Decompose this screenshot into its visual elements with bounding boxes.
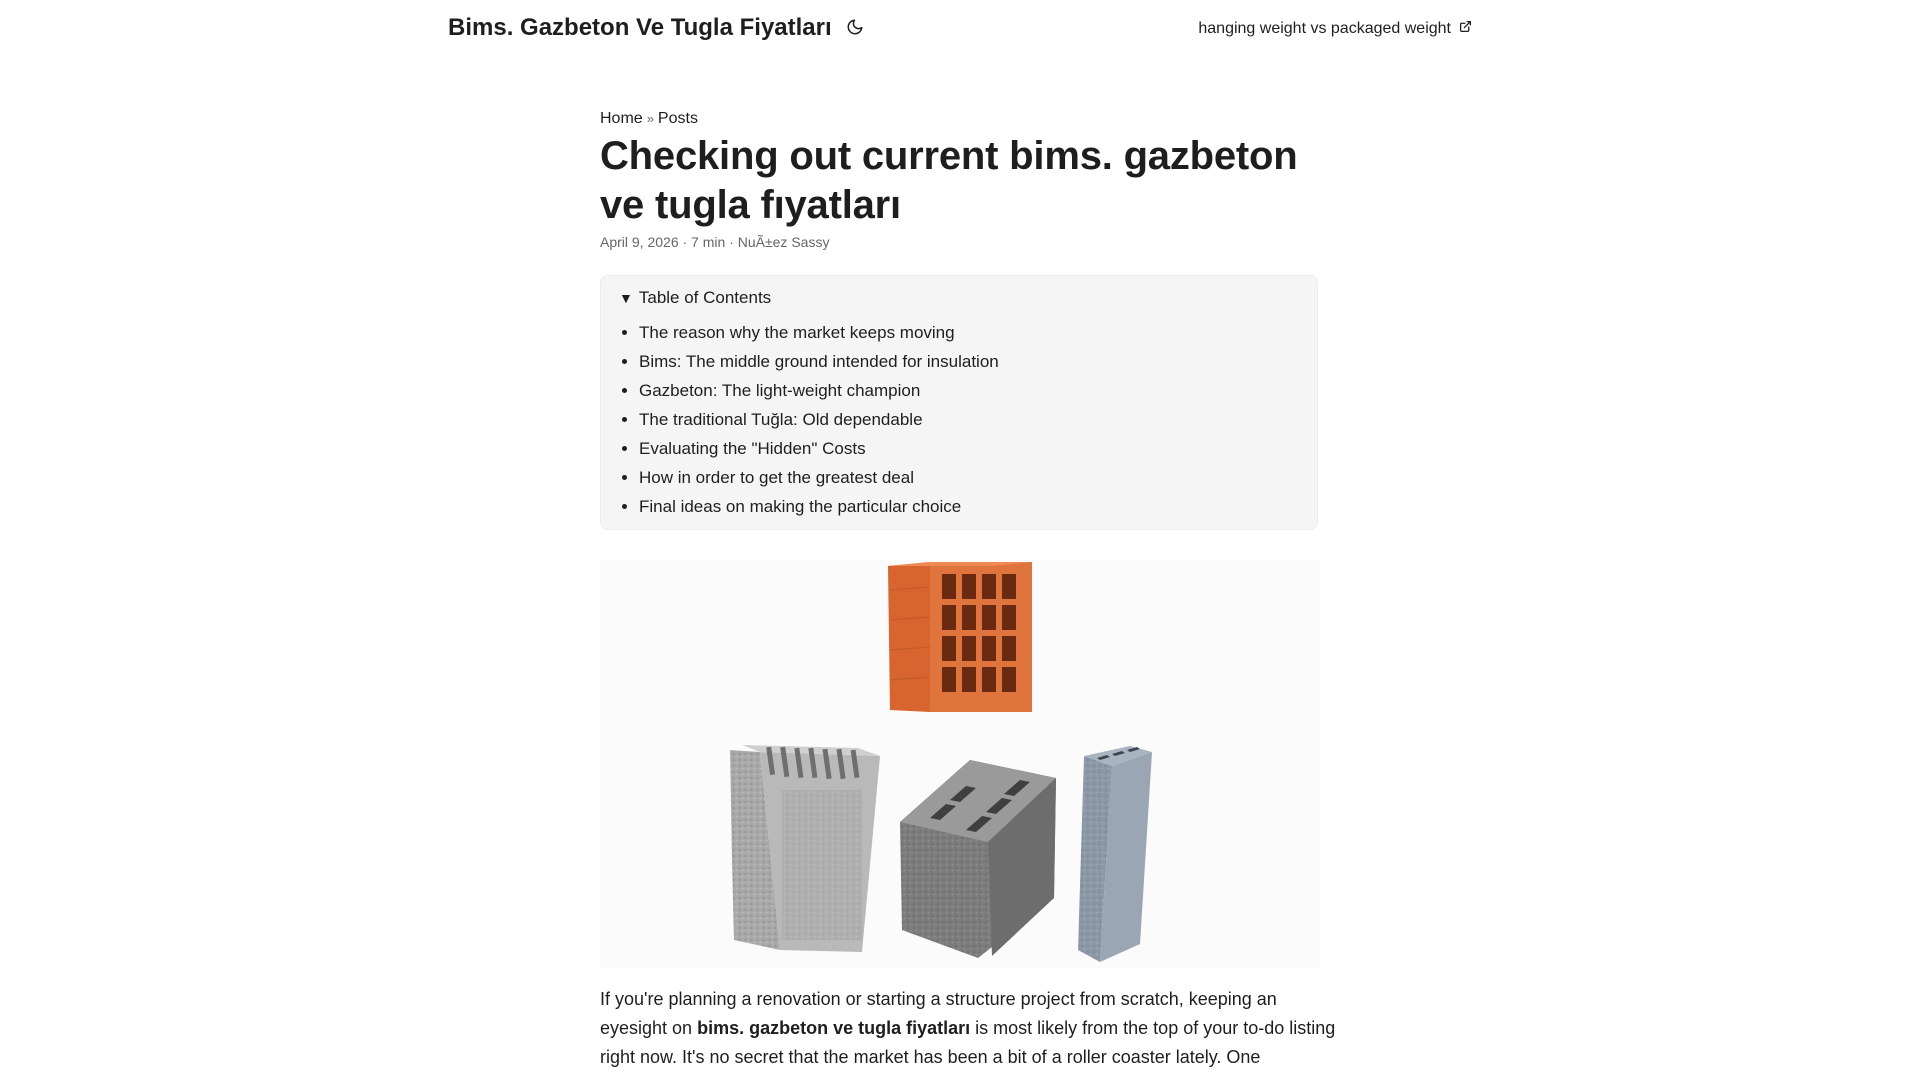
pumice-block <box>730 745 880 952</box>
toc-item <box>639 434 999 463</box>
intro-text-1: If you're planning a renovation or starting a structure project from scratch, keeping an eyesight on <box>600 989 1277 1038</box>
external-link-icon <box>1459 20 1472 38</box>
toc-toggle[interactable] <box>619 288 771 308</box>
toc-item <box>639 405 999 434</box>
toc-link[interactable]: The reason why the market keeps moving <box>639 323 955 342</box>
page-title: Checking out current bims. gazbeton ve tugla fıyatları <box>600 134 1298 227</box>
site-header <box>0 0 1920 60</box>
breadcrumb <box>600 110 698 128</box>
breadcrumb-separator: » <box>646 111 654 126</box>
toc-link[interactable]: Final ideas on making the particular choice <box>639 497 962 516</box>
toc-summary-label: Table of Contents <box>638 288 772 307</box>
breadcrumb-home[interactable]: Home <box>600 110 643 127</box>
cover-image <box>600 560 1320 968</box>
intro-keyword: bims. gazbeton ve tugla fiyatları <box>697 1018 971 1038</box>
toc-item <box>639 463 999 492</box>
breadcrumb-posts[interactable]: Posts <box>657 110 698 127</box>
toc-item <box>639 318 999 347</box>
triangle-down-icon: ▼ <box>619 290 633 306</box>
site-title[interactable]: Bims. Gazbeton Ve Tugla Fiyatları <box>448 14 832 41</box>
toc-link[interactable]: Gazbeton: The light-weight champion <box>639 381 921 400</box>
intro-text-2: is most likely from the top of your to-do listing right now. It's no secret that the market has been a bit of a roller coaster lately. One <box>600 1018 1336 1067</box>
toc-list <box>639 318 999 521</box>
narrow-block <box>1078 746 1152 962</box>
toc-item <box>639 347 999 376</box>
toc-link[interactable]: Evaluating the "Hidden" Costs <box>639 439 866 458</box>
toc-item <box>639 492 999 521</box>
toc-link[interactable]: How in order to get the greatest deal <box>639 468 914 487</box>
intro-paragraph <box>600 985 1340 1072</box>
external-link-label[interactable]: hanging weight vs packaged weight <box>1198 20 1451 37</box>
site-logo[interactable] <box>448 14 866 42</box>
hollow-block <box>900 760 1056 958</box>
table-of-contents <box>600 275 1318 530</box>
bricks-illustration <box>600 560 1320 968</box>
toc-item <box>639 376 999 405</box>
clay-brick <box>888 562 1032 712</box>
moon-icon[interactable] <box>846 18 866 38</box>
external-menu-link[interactable] <box>1198 20 1472 38</box>
toc-link[interactable]: Bims: The middle ground intended for insulation <box>639 352 999 371</box>
toc-link[interactable]: The traditional Tuğla: Old dependable <box>639 410 923 429</box>
post-meta: April 9, 2026 · 7 min · NuÃ±ez Sassy <box>600 234 830 250</box>
